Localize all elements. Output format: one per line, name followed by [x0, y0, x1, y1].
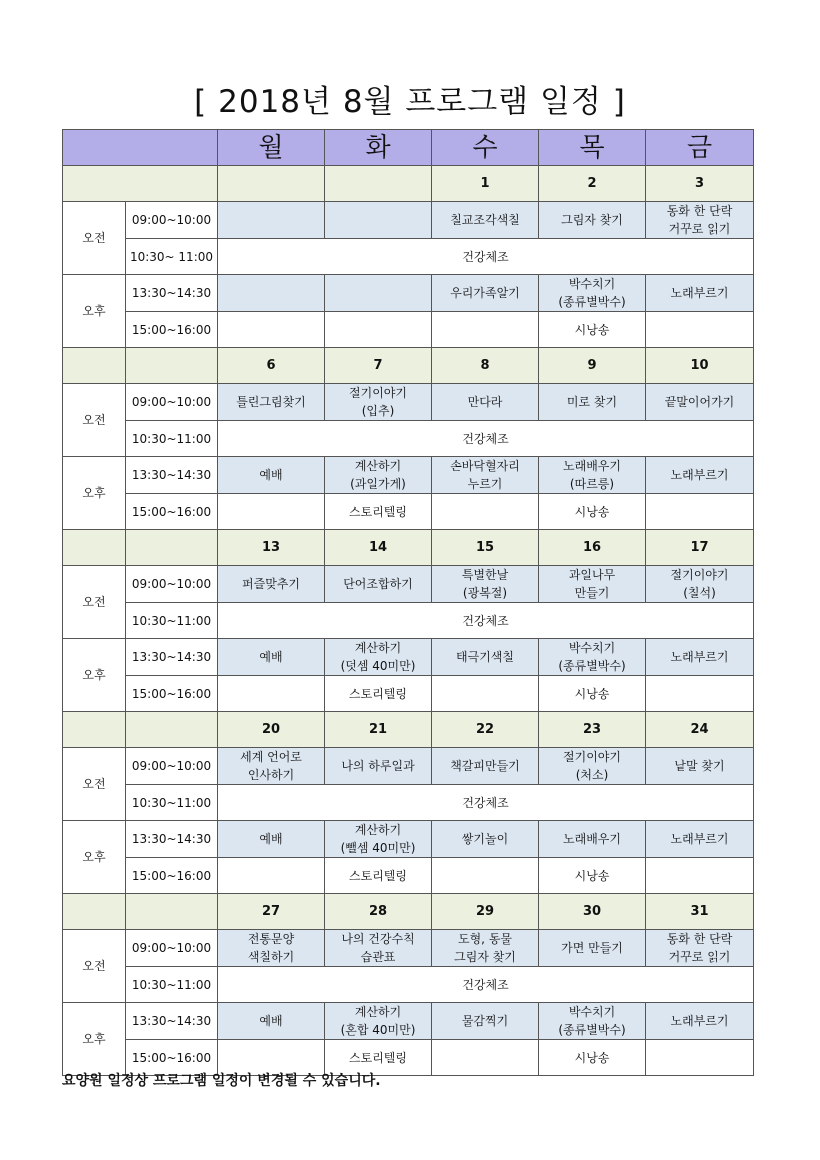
activity-cell: 특별한날 (광복절)	[432, 566, 539, 603]
activity-cell: 스토리텔링	[325, 858, 432, 894]
activity-cell: 예배	[218, 639, 325, 676]
activity-cell: 손바닥혈자리 누르기	[432, 457, 539, 494]
activity-cell: 도형, 동물 그림자 찾기	[432, 930, 539, 967]
period-label-am: 오전	[63, 384, 126, 457]
period-label-am: 오전	[63, 566, 126, 639]
late-slot-row	[63, 312, 754, 348]
weekday-mon: 월	[218, 130, 325, 166]
time-label: 13:30~14:30	[126, 1003, 218, 1040]
header-corner	[63, 130, 218, 166]
date-cell: 29	[432, 894, 539, 930]
morning-slot-row	[63, 384, 754, 421]
time-label: 09:00~10:00	[126, 566, 218, 603]
morning-slot-row	[63, 566, 754, 603]
activity-cell: 노래부르기	[646, 457, 754, 494]
period-label-am: 오전	[63, 748, 126, 821]
date-cell: 27	[218, 894, 325, 930]
date-row	[63, 530, 754, 566]
activity-cell: 단어조합하기	[325, 566, 432, 603]
date-cell: 24	[646, 712, 754, 748]
afternoon-slot-row	[63, 457, 754, 494]
exercise-slot-row	[63, 603, 754, 639]
exercise-cell: 건강체조	[218, 421, 754, 457]
date-cell: 3	[646, 166, 754, 202]
activity-cell: 박수치기 (종류별박수)	[539, 639, 646, 676]
weekday-thu: 목	[539, 130, 646, 166]
late-slot-row	[63, 494, 754, 530]
activity-cell: 노래부르기	[646, 821, 754, 858]
exercise-cell: 건강체조	[218, 967, 754, 1003]
afternoon-slot-row	[63, 639, 754, 676]
time-label: 15:00~16:00	[126, 1040, 218, 1076]
date-row-label	[63, 348, 126, 384]
date-cell: 8	[432, 348, 539, 384]
time-label: 09:00~10:00	[126, 202, 218, 239]
activity-cell: 스토리텔링	[325, 1040, 432, 1076]
activity-cell	[432, 858, 539, 894]
period-label-am: 오전	[63, 930, 126, 1003]
date-row-label	[126, 894, 218, 930]
activity-cell: 노래배우기 (따르릉)	[539, 457, 646, 494]
activity-cell: 계산하기 (과일가게)	[325, 457, 432, 494]
activity-cell	[325, 275, 432, 312]
activity-cell: 과일나무 만들기	[539, 566, 646, 603]
date-row-label	[63, 530, 126, 566]
date-cell: 28	[325, 894, 432, 930]
date-row	[63, 894, 754, 930]
weekday-fri: 금	[646, 130, 754, 166]
date-cell: 15	[432, 530, 539, 566]
exercise-cell: 건강체조	[218, 785, 754, 821]
date-row	[63, 348, 754, 384]
activity-cell: 쌓기놀이	[432, 821, 539, 858]
time-label: 13:30~14:30	[126, 457, 218, 494]
activity-cell: 절기이야기 (입추)	[325, 384, 432, 421]
late-slot-row	[63, 858, 754, 894]
morning-slot-row	[63, 930, 754, 967]
activity-cell: 계산하기 (혼합 40미만)	[325, 1003, 432, 1040]
date-row-label	[126, 530, 218, 566]
activity-cell: 노래배우기	[539, 821, 646, 858]
time-label: 09:00~10:00	[126, 384, 218, 421]
activity-cell: 만다라	[432, 384, 539, 421]
morning-slot-row	[63, 748, 754, 785]
date-cell	[325, 166, 432, 202]
date-row	[63, 712, 754, 748]
morning-slot-row	[63, 202, 754, 239]
activity-cell: 스토리텔링	[325, 494, 432, 530]
date-row-label	[63, 712, 126, 748]
time-label: 15:00~16:00	[126, 676, 218, 712]
activity-cell: 노래부르기	[646, 275, 754, 312]
date-cell: 13	[218, 530, 325, 566]
afternoon-slot-row	[63, 821, 754, 858]
date-cell: 17	[646, 530, 754, 566]
time-label: 10:30~11:00	[126, 603, 218, 639]
activity-cell	[325, 312, 432, 348]
weekday-header-row	[63, 130, 754, 166]
time-label: 09:00~10:00	[126, 930, 218, 967]
exercise-slot-row	[63, 421, 754, 457]
activity-cell: 우리가족알기	[432, 275, 539, 312]
period-label-pm: 오후	[63, 275, 126, 348]
activity-cell	[218, 676, 325, 712]
date-cell: 16	[539, 530, 646, 566]
exercise-slot-row	[63, 967, 754, 1003]
activity-cell: 시낭송	[539, 858, 646, 894]
period-label-pm: 오후	[63, 821, 126, 894]
activity-cell	[218, 202, 325, 239]
period-label-pm: 오후	[63, 457, 126, 530]
date-row-label	[63, 894, 126, 930]
page-title: [ 2018년 8월 프로그램 일정 ]	[194, 84, 626, 120]
activity-cell: 시낭송	[539, 676, 646, 712]
activity-cell	[432, 1040, 539, 1076]
activity-cell: 미로 찾기	[539, 384, 646, 421]
activity-cell: 낱말 찾기	[646, 748, 754, 785]
activity-cell	[218, 858, 325, 894]
time-label: 10:30~11:00	[126, 785, 218, 821]
afternoon-slot-row	[63, 275, 754, 312]
date-cell: 30	[539, 894, 646, 930]
activity-cell	[646, 858, 754, 894]
date-cell: 14	[325, 530, 432, 566]
activity-cell	[432, 312, 539, 348]
activity-cell	[646, 494, 754, 530]
activity-cell: 칠교조각색칠	[432, 202, 539, 239]
date-cell: 9	[539, 348, 646, 384]
footnote: 요양원 일정상 프로그램 일정이 변경될 수 있습니다.	[62, 1073, 381, 1089]
activity-cell: 동화 한 단락 거꾸로 읽기	[646, 202, 754, 239]
activity-cell: 끝말이어가기	[646, 384, 754, 421]
exercise-slot-row	[63, 785, 754, 821]
date-cell: 2	[539, 166, 646, 202]
activity-cell: 틀린그림찾기	[218, 384, 325, 421]
date-cell: 7	[325, 348, 432, 384]
activity-cell	[646, 312, 754, 348]
date-cell: 31	[646, 894, 754, 930]
activity-cell: 시낭송	[539, 494, 646, 530]
time-label: 09:00~10:00	[126, 748, 218, 785]
activity-cell	[432, 494, 539, 530]
time-label: 13:30~14:30	[126, 821, 218, 858]
time-label: 13:30~14:30	[126, 275, 218, 312]
activity-cell: 박수치기 (종류별박수)	[539, 275, 646, 312]
time-label: 10:30~ 11:00	[126, 239, 218, 275]
date-cell: 6	[218, 348, 325, 384]
activity-cell	[646, 1040, 754, 1076]
period-label-pm: 오후	[63, 1003, 126, 1076]
activity-cell: 박수치기 (종류별박수)	[539, 1003, 646, 1040]
activity-cell	[218, 312, 325, 348]
activity-cell: 절기이야기 (처소)	[539, 748, 646, 785]
afternoon-slot-row	[63, 1003, 754, 1040]
activity-cell: 노래부르기	[646, 639, 754, 676]
date-row-label	[63, 166, 218, 202]
activity-cell: 시낭송	[539, 312, 646, 348]
activity-cell: 전통문양 색칠하기	[218, 930, 325, 967]
activity-cell: 물감찍기	[432, 1003, 539, 1040]
date-cell: 22	[432, 712, 539, 748]
late-slot-row	[63, 676, 754, 712]
time-label: 10:30~11:00	[126, 967, 218, 1003]
date-cell: 10	[646, 348, 754, 384]
date-cell: 20	[218, 712, 325, 748]
period-label-pm: 오후	[63, 639, 126, 712]
activity-cell: 태극기색칠	[432, 639, 539, 676]
date-cell	[218, 166, 325, 202]
date-row-label	[126, 348, 218, 384]
activity-cell: 스토리텔링	[325, 676, 432, 712]
time-label: 10:30~11:00	[126, 421, 218, 457]
date-cell: 1	[432, 166, 539, 202]
weekday-tue: 화	[325, 130, 432, 166]
date-cell: 21	[325, 712, 432, 748]
date-row	[63, 166, 754, 202]
time-label: 15:00~16:00	[126, 312, 218, 348]
date-row-label	[126, 712, 218, 748]
exercise-cell: 건강체조	[218, 603, 754, 639]
activity-cell	[646, 676, 754, 712]
time-label: 15:00~16:00	[126, 494, 218, 530]
activity-cell: 동화 한 단락 거꾸로 읽기	[646, 930, 754, 967]
activity-cell: 책갈피만들기	[432, 748, 539, 785]
activity-cell: 예배	[218, 1003, 325, 1040]
activity-cell: 노래부르기	[646, 1003, 754, 1040]
activity-cell	[218, 494, 325, 530]
period-label-am: 오전	[63, 202, 126, 275]
schedule-table	[62, 129, 754, 1076]
exercise-cell: 건강체조	[218, 239, 754, 275]
time-label: 13:30~14:30	[126, 639, 218, 676]
activity-cell: 예배	[218, 821, 325, 858]
activity-cell	[432, 676, 539, 712]
activity-cell: 세계 언어로 인사하기	[218, 748, 325, 785]
activity-cell	[218, 275, 325, 312]
activity-cell: 나의 하루일과	[325, 748, 432, 785]
weekday-wed: 수	[432, 130, 539, 166]
activity-cell: 예배	[218, 457, 325, 494]
activity-cell: 나의 건강수칙 습관표	[325, 930, 432, 967]
activity-cell: 계산하기 (덧셈 40미만)	[325, 639, 432, 676]
activity-cell: 퍼즐맞추기	[218, 566, 325, 603]
activity-cell: 가면 만들기	[539, 930, 646, 967]
activity-cell: 절기이야기 (칠석)	[646, 566, 754, 603]
time-label: 15:00~16:00	[126, 858, 218, 894]
activity-cell: 시낭송	[539, 1040, 646, 1076]
date-cell: 23	[539, 712, 646, 748]
activity-cell: 계산하기 (뺄셈 40미만)	[325, 821, 432, 858]
exercise-slot-row	[63, 239, 754, 275]
activity-cell	[325, 202, 432, 239]
activity-cell: 그림자 찾기	[539, 202, 646, 239]
